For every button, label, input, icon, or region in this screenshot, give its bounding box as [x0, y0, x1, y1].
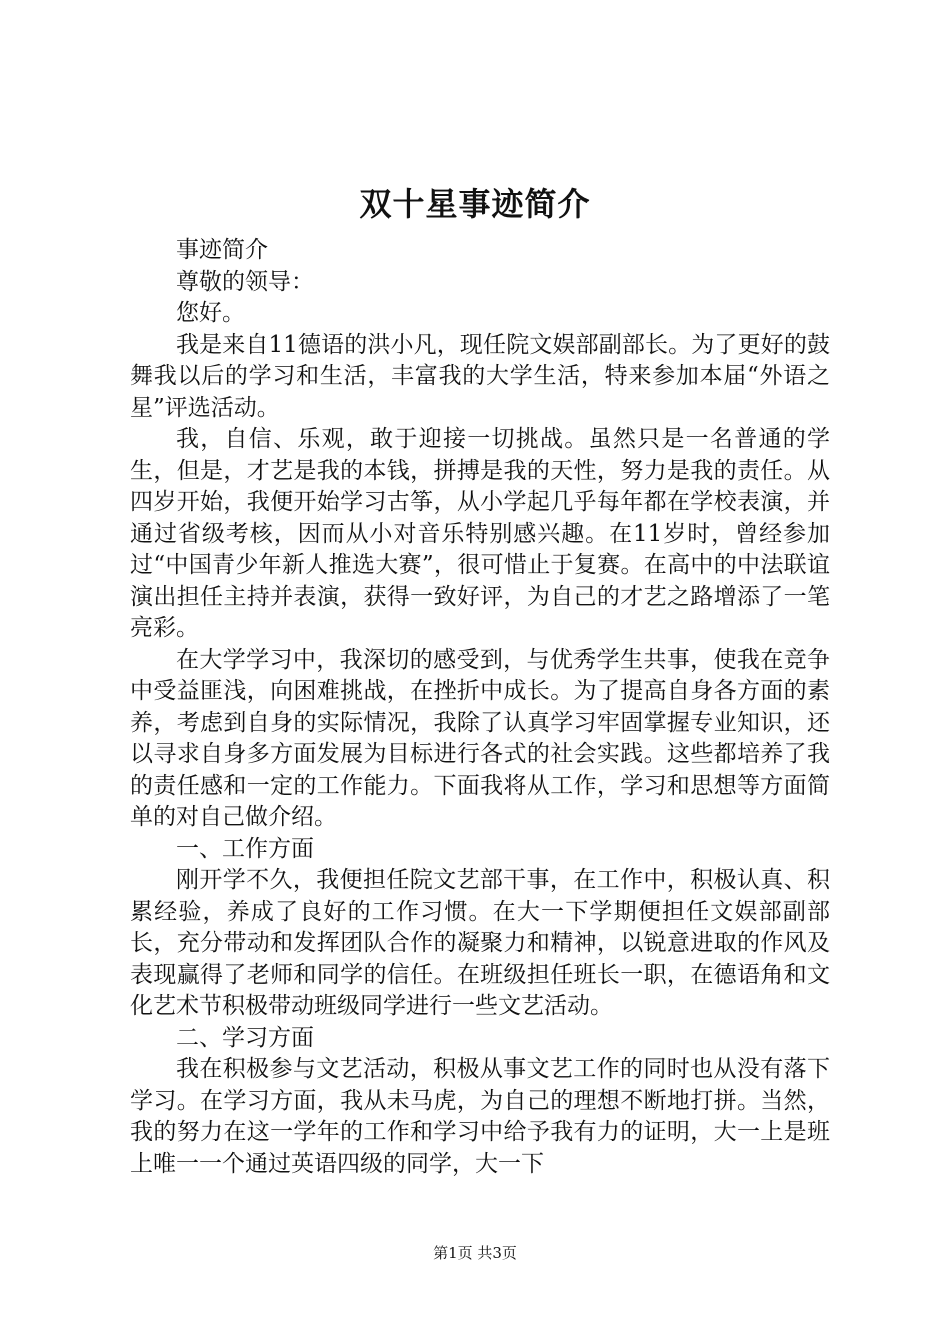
- section-heading: 二、学习方面: [176, 1024, 314, 1051]
- page-number-footer: 第1页 共3页: [433, 1244, 517, 1262]
- document-body: [130, 235, 830, 1180]
- paragraph: 尊敬的领导：: [176, 268, 314, 295]
- paragraph: 刚开学不久，我便担任院文艺部干事，在工作中，积极认真、积累经验，养成了良好的工作习惯。在大一下学期便担任文娱部副部长，充分带动和发挥团队合作的凝聚力和精神，以锐意进取的作风及表现赢得了老师和同学的信任。在班级担任班长一职，在德语角和文化艺术节积极带动班级同学进行一些文艺活动。: [130, 867, 830, 1019]
- document-title: 双十星事迹简介: [359, 185, 591, 223]
- section-heading: 一、工作方面: [176, 835, 314, 862]
- paragraph: 事迹简介: [176, 237, 268, 263]
- paragraph: 在大学学习中，我深切的感受到，与优秀学生共事，使我在竞争中受益匪浅，向困难挑战，在挫折中成长。为了提高自身各方面的素养，考虑到自身的实际情况，我除了认真学习牢固掌握专业知识，还以寻求自身多方面发展为目标进行各式的社会实践。这些都培养了我的责任感和一定的工作能力。下面我将从工作，学习和思想等方面简单的对自己做介绍。: [130, 646, 830, 830]
- paragraph: 我是来自11德语的洪小凡，现任院文娱部副部长。为了更好的鼓舞我以后的学习和生活，丰富我的大学生活，特来参加本届“外语之星”评选活动。: [130, 331, 830, 421]
- paragraph: 您好。: [176, 300, 245, 326]
- paragraph: 我在积极参与文艺活动，积极从事文艺工作的同时也从没有落下学习。在学习方面，我从未马虎，为自己的理想不断地打拼。当然，我的努力在这一学年的工作和学习中给予我有力的证明，大一上是班上唯一一个通过英语四级的同学，大一下: [130, 1056, 830, 1177]
- paragraph: 我，自信、乐观，敢于迎接一切挑战。虽然只是一名普通的学生，但是，才艺是我的本钱，拼搏是我的天性，努力是我的责任。从四岁开始，我便开始学习古筝，从小学起几乎每年都在学校表演，并通过省级考核，因而从小对音乐特别感兴趣。在11岁时，曾经参加过“中国青少年新人推选大赛”，很可惜止于复赛。在高中的中法联谊演出担任主持并表演，获得一致好评，为自己的才艺之路增添了一笔亮彩。: [130, 426, 830, 641]
